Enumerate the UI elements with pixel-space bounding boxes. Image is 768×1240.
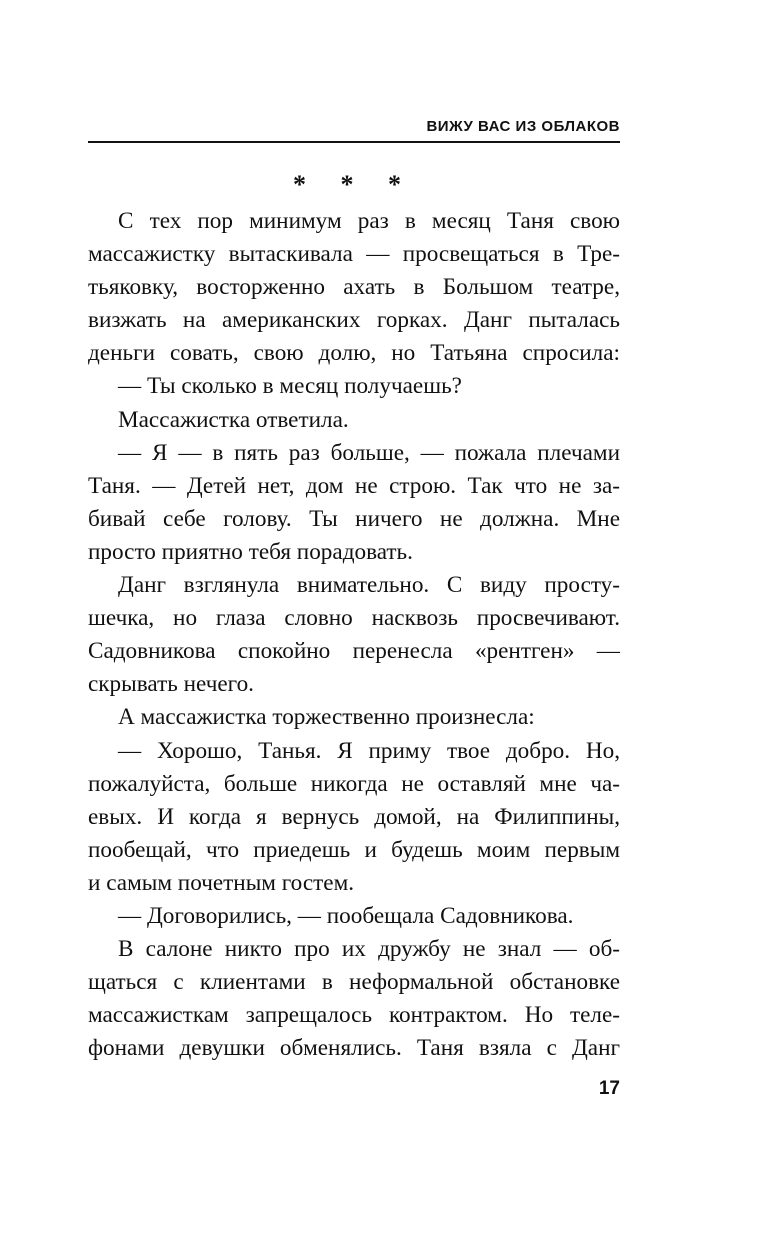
text-line: С тех пор минимум раз в месяц Таня свою <box>118 208 620 234</box>
text-line: А массажистка торжественно произнесла: <box>118 704 535 731</box>
section-separator: * * * <box>293 170 415 199</box>
text-line: Таня. — Детей нет, дом не строю. Так что не за- <box>88 472 620 499</box>
text-line: шечка, но глаза словно насквозь просвечивают. <box>88 605 620 632</box>
text-line: пообещай, что приедешь и будешь моим первым <box>88 836 620 863</box>
header-rule <box>88 141 620 143</box>
text-line: деньги совать, свою долю, но Татьяна спросила: <box>88 340 620 367</box>
text-line: тьяковку, восторженно ахать в Большом театре, <box>88 274 620 301</box>
text-line: скрывать нечего. <box>88 671 254 698</box>
text-line: — Я — в пять раз больше, — пожала плечами <box>118 439 620 466</box>
text-line: щаться с клиентами в неформальной обстановке <box>88 969 620 996</box>
text-line: пожалуйста, больше никогда не оставляй мне ча- <box>88 770 620 797</box>
text-line: Садовникова спокойно перенесла «рентген» — <box>88 638 620 665</box>
text-line: визжать на американских горках. Данг пыталась <box>88 307 620 334</box>
text-line: Данг взглянула внимательно. С виду просту- <box>118 572 620 599</box>
text-line: просто приятно тебя порадовать. <box>88 538 413 565</box>
text-line: евых. И когда я вернусь домой, на Филиппины, <box>88 803 620 830</box>
text-line: фонами девушки обменялись. Таня взяла с Данг <box>88 1035 620 1062</box>
page-number: 17 <box>598 1078 620 1099</box>
text-line: — Договорились, — пообещала Садовникова. <box>118 902 574 929</box>
text-line: Массажистка ответила. <box>118 406 349 433</box>
text-line: бивай себе голову. Ты ничего не должна. Мне <box>88 505 620 532</box>
text-line: массажистку вытаскивала — просвещаться в Тре- <box>88 241 620 268</box>
body-text <box>88 205 620 1065</box>
text-line: массажисткам запрещалось контрактом. Но теле- <box>88 1002 620 1029</box>
running-head: ВИЖУ ВАС ИЗ ОБЛАКОВ <box>426 118 620 135</box>
text-line: и самым почетным гостем. <box>88 869 355 896</box>
text-line: В салоне никто про их дружбу не знал — об- <box>118 936 620 963</box>
text-line: — Хорошо, Танья. Я приму твое добро. Но, <box>118 737 620 764</box>
text-line: — Ты сколько в месяц получаешь? <box>118 373 462 400</box>
